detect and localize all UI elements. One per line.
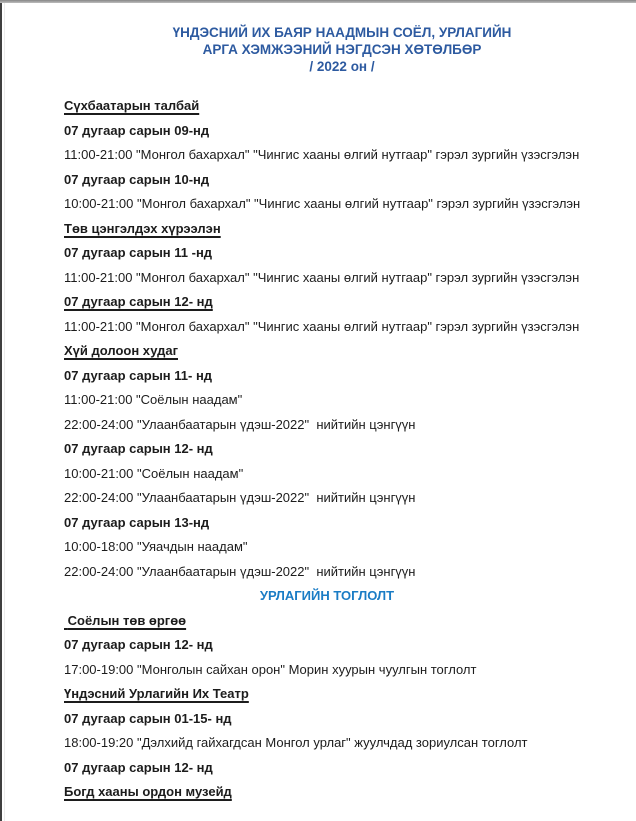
event-line: 11:00-21:00 "Монгол бахархал" "Чингис хааны өлгий нутгаар" гэрэл зургийн үзэсгэлэн <box>64 147 580 162</box>
title-line-1: ҮНДЭСНИЙ ИХ БАЯР НААДМЫН СОЁЛ, УРЛАГИЙН <box>172 25 512 40</box>
page-left-border-shadow <box>4 3 5 821</box>
date-line: 07 дугаар сарын 01-15- нд <box>64 710 232 726</box>
event-line: 22:00-24:00 "Улаанбаатарын үдэш-2022" нийтийн цэнгүүн <box>64 416 416 432</box>
event-line: 11:00-21:00 "Соёлын наадам" <box>64 392 243 407</box>
venue-heading: Сүхбаатарын талбай <box>64 98 200 113</box>
venue-heading: Үндэсний Урлагийн Их Театр <box>64 686 249 701</box>
event-line: 22:00-24:00 "Улаанбаатарын үдэш-2022" нийтийн цэнгүүн <box>64 563 416 579</box>
date-line: 07 дугаар сарын 12- нд <box>64 759 213 775</box>
date-line: 07 дугаар сарын 11- нд <box>64 367 213 383</box>
date-line: 07 дугаар сарын 13-нд <box>64 514 210 530</box>
venue-heading: Соёлын төв өргөө <box>64 612 187 628</box>
document-title <box>64 24 620 75</box>
event-line: 22:00-24:00 "Улаанбаатарын үдэш-2022" нийтийн цэнгүүн <box>64 490 416 505</box>
event-line: 10:00-21:00 "Монгол бахархал" "Чингис хааны өлгий нутгаар" гэрэл зургийн үзэсгэлэн <box>64 196 581 211</box>
schedule-list <box>64 99 620 799</box>
event-line: 17:00-19:00 "Монголын сайхан орон" Морин хуурын чуулгын тоглолт <box>64 661 477 677</box>
date-line: 07 дугаар сарын 09-нд <box>64 122 210 138</box>
date-line: 07 дугаар сарын 12- нд <box>64 441 213 456</box>
venue-heading: Хүй долоон худаг <box>64 343 178 358</box>
event-line: 11:00-21:00 "Монгол бахархал" "Чингис хааны өлгий нутгаар" гэрэл зургийн үзэсгэлэн <box>64 318 580 334</box>
date-line: 07 дугаар сарын 10-нд <box>64 171 210 187</box>
title-line-3-year: / 2022 он / <box>309 59 375 74</box>
date-line: 07 дугаар сарын 11 -нд <box>64 245 213 260</box>
page-left-border <box>0 3 2 821</box>
date-line: 07 дугаар сарын 12- нд <box>64 637 213 652</box>
event-line: 10:00-21:00 "Соёлын наадам" <box>64 465 244 481</box>
title-line-2: АРГА ХЭМЖЭЭНИЙ НЭГДСЭН ХӨТӨЛБӨР <box>202 42 482 57</box>
venue-heading: Төв цэнгэлдэх хүрээлэн <box>64 220 221 236</box>
section-heading: УРЛАГИЙН ТОГЛОЛТ <box>259 588 395 603</box>
page-top-border <box>0 0 636 3</box>
venue-heading: Богд хааны ордон музейд <box>64 784 232 799</box>
event-line: 11:00-21:00 "Монгол бахархал" "Чингис хааны өлгий нутгаар" гэрэл зургийн үзэсгэлэн <box>64 269 580 285</box>
date-line: 07 дугаар сарын 12- нд <box>64 294 213 309</box>
event-line: 18:00-19:20 "Дэлхийд гайхагдсан Монгол урлаг" жуулчдад зориулсан тоглолт <box>64 735 528 750</box>
event-line: 10:00-18:00 "Уяачдын наадам" <box>64 539 248 554</box>
